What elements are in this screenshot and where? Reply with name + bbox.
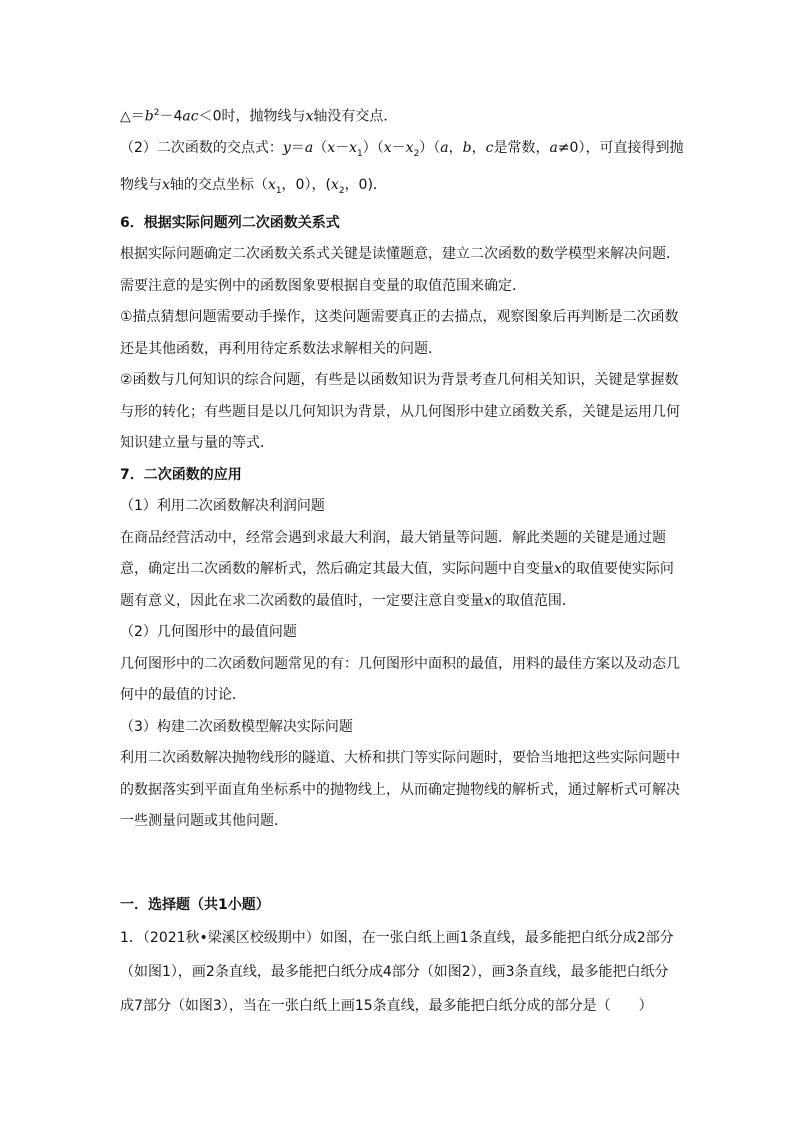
text: （2）二次函数的交点式： [120,140,283,157]
intersection-form-line [120,133,684,170]
subheading: （1）利用二次函数解决利润问题 [120,498,325,515]
text: 轴没有交点． [313,108,398,125]
var: x [484,592,492,609]
var: c [485,140,494,157]
sub: 2 [338,186,345,197]
var: x [405,140,414,157]
paragraph: ①描点猜想问题需要动手操作，这类问题需要真正的去描点，观察图象后再判断是二次函数还是其他函数，再利用待定系数法求解相关的问题． [120,309,679,357]
text: 的取值范围． [491,592,576,609]
var: b [462,140,472,157]
text: ， [448,140,463,157]
text: ，0），( [281,177,331,194]
text: 是常数， [493,140,550,157]
text: 在商品经营活动中，经常会遇到求最大利润，最大销量等问题．解此类题的关键是通过题意，确定出二次函数的解析式，然后确定其最大值，实际问题中自变量 [120,529,666,578]
text: ＜0时，抛物线与 [198,108,306,125]
intersection-coords-line [120,170,680,207]
paragraph: 根据实际问题确定二次函数关系式关键是读懂题意，建立二次函数的数学模型来解决问题．需要注意的是实例中的函数图象要根据自变量的取值范围来确定． [120,246,680,294]
text: 的取值要使实际问题有意义，因此在求二次函数的最值时，一定要注意自变量 [120,561,674,609]
text: 物线与 [120,177,162,194]
var: a [549,140,558,157]
sub: 1 [275,186,282,197]
document-page [120,98,684,1023]
section-heading-7: 7．二次函数的应用 [120,466,242,483]
question-section-heading: 一．选择题（共1小题） [120,896,270,913]
text: －4 [159,108,183,125]
var: ac [182,108,199,125]
var: a [304,140,314,157]
question-1: 1．（2021秋•梁溪区校级期中）如图，在一张白纸上画1条直线，最多能把白纸分成2部分（如图1），画2条直线，最多能把白纸分成4部分（如图2），画3条直线，最多能把白纸分成7部分（如图3），当在一张白纸上画15条直线，最多能把白纸分成的部分是（ ） [120,930,674,1015]
text: ≠0），可直接得到抛 [557,140,684,157]
section-heading-6: 6．根据实际问题列二次函数关系式 [120,214,340,231]
sup: 2 [153,108,160,118]
subheading: （3）构建二次函数模型解决实际问题 [120,718,353,735]
var: y [282,140,291,157]
var: x [554,561,562,578]
text: △＝ [120,108,145,125]
var: x [327,140,336,157]
sub: 1 [357,148,363,159]
text: 轴的交点坐标（ [169,177,268,194]
discriminant-line [120,98,680,133]
text: ）（ [362,140,384,157]
text: － [335,140,350,157]
paragraph: ②函数与几何知识的综合问题，有些是以函数知识为背景考查几何相关知识，关键是掌握数与形的转化；有些题目是以几何知识为背景，从几何图形中建立函数关系，关键是运用几何知识建立量与量的等式． [120,372,680,452]
var: x [349,140,358,157]
text: ）（ [419,140,441,157]
var: x [267,177,276,194]
text: ， [471,140,486,157]
text: ，0)． [344,177,387,194]
paragraph [120,523,680,618]
var: x [162,177,170,194]
var: x [330,177,339,194]
var: x [305,108,314,125]
text: ＝ [290,140,305,157]
text: － [391,140,406,157]
subheading: （2）几何图形中的最值问题 [120,624,297,641]
paragraph: 利用二次函数解决抛物线形的隧道、大桥和拱门等实际问题时，要恰当地把这些实际问题中的数据落实到平面直角坐标系中的抛物线上，从而确定抛物线的解析式，通过解析式可解决一些测量问题或其他问题． [120,750,680,830]
paragraph: 几何图形中的二次函数问题常见的有：几何图形中面积的最值，用料的最佳方案以及动态几何中的最值的讨论． [120,655,680,704]
sub: 2 [413,148,420,159]
var: x [383,140,392,157]
var: b [144,108,154,125]
text: （ [313,140,328,157]
var: a [440,140,449,157]
